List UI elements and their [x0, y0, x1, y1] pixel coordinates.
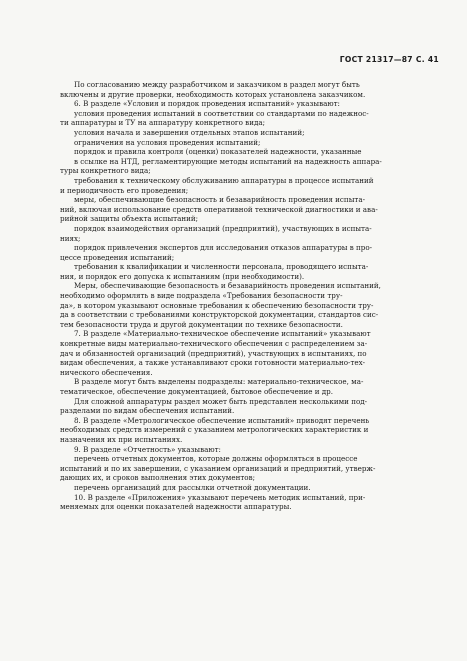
text-line: требования к техническому обслуживанию аппаратуры в процессе испытаний	[74, 175, 374, 185]
text-line: да в соответствии с требованиями конструкторской документации, стандартов сис-	[60, 310, 379, 320]
text-line: дач и обязанностей организаций (предприятий), участвующих в испытаниях, по	[60, 348, 367, 358]
text-line: нического обеспечения.	[60, 367, 153, 377]
text-line: Меры, обеспечивающие безопасность и безаварийность проведения испытаний,	[74, 281, 381, 291]
text-line: да», в котором указывают основные требования к обеспечению безопасности тру-	[60, 300, 374, 310]
text-line: перечень отчетных документов, которые должны оформляться в процессе	[74, 454, 358, 464]
text-line: требования к квалификации и численности персонала, проводящего испыта-	[74, 262, 369, 272]
text-line: ния, и порядок его допуска к испытаниям (при необходимости).	[60, 271, 305, 281]
text-line: туры конкретного вида;	[60, 166, 151, 176]
text-line: цессе проведения испытаний;	[60, 252, 175, 262]
text-line: условия начала и завершения отдельных этапов испытаний;	[74, 127, 305, 137]
text-line: ограничения на условия проведения испытаний;	[74, 137, 261, 147]
text-line: меры, обеспечивающие безопасность и безаварийность проведения испыта-	[74, 195, 365, 205]
text-line: назначения их при испытаниях.	[60, 434, 183, 444]
text-line: и периодичность его проведения;	[60, 185, 189, 195]
text-line: В разделе могут быть выделены подразделы: материально-техническое, ма-	[74, 377, 364, 387]
text-line: дающих их, и сроков выполнения этих документов;	[60, 473, 255, 483]
text-line: перечень организаций для рассылки отчетной документации.	[74, 482, 311, 492]
text-line: тем безопасности труда и другой документации по технике безопасности.	[60, 319, 343, 329]
text-line: По согласованию между разработчиком и заказчиком в раздел могут быть	[74, 80, 360, 89]
text-line: испытаний и по их завершении, с указанием организаций и предприятий, утверж-	[60, 463, 376, 473]
text-line: необходимых средств измерений с указанием метрологических характеристик и	[60, 425, 369, 435]
text-line: рийной защиты объекта испытаний;	[60, 214, 199, 224]
text-line: тематическое, обеспечение документацией, бытовое обеспечение и др.	[60, 387, 334, 396]
text-line: порядок и правила контроля (оценки) показателей надежности, указанные	[74, 147, 362, 157]
text-line: порядок привлечения экспертов для исследования отказов аппаратуры в про-	[74, 243, 373, 253]
text-line: 10. В разделе «Приложения» указывают перечень методик испытаний, при-	[74, 492, 366, 502]
text-line: разделами по видам обеспечения испытаний.	[60, 406, 235, 416]
text-line: 6. В разделе «Условия и порядок проведения испытаний» указывают:	[74, 99, 340, 109]
body-text	[60, 80, 428, 512]
text-line: 8. В разделе «Метрологическое обеспечение испытаний» приводят перечень	[74, 415, 370, 425]
text-line: ний, включая использование средств оперативной технической диагностики и ава-	[60, 204, 378, 214]
text-line: порядок взаимодействия организаций (предприятий), участвующих в испыта-	[74, 223, 372, 233]
text-line: видам обеспечения, а также устанавливают сроки готовности материально-тех-	[60, 358, 366, 368]
text-line: меняемых для оценки показателей надежности аппаратуры.	[60, 502, 292, 512]
text-line: Для сложной аппаратуры раздел может быть представлен несколькими под-	[74, 396, 368, 406]
text-line: условия проведения испытаний в соответствии со стандартами по надежнос-	[74, 108, 369, 118]
text-line: ти аппаратуры и ТУ на аппаратуру конкретного вида;	[60, 118, 266, 128]
text-line: необходимо оформлять в виде подраздела «Требования безопасности тру-	[60, 291, 343, 301]
text-line: 9. В разделе «Отчетность» указывают:	[74, 444, 221, 454]
text-line: включены и другие проверки, необходимость которых установлена заказчиком.	[60, 89, 366, 99]
page-header: ГОСТ 21317—87 С. 41	[339, 55, 439, 64]
text-line: ниях;	[60, 233, 81, 243]
text-line: 7. В разделе «Материально-техническое обеспечение испытаний» указывают	[74, 329, 371, 339]
text-line: в ссылке на НТД, регламентирующие методы испытаний на надежность аппара-	[74, 156, 382, 166]
text-line: конкретные виды материально-технического обеспечения с распределением за-	[60, 339, 368, 349]
